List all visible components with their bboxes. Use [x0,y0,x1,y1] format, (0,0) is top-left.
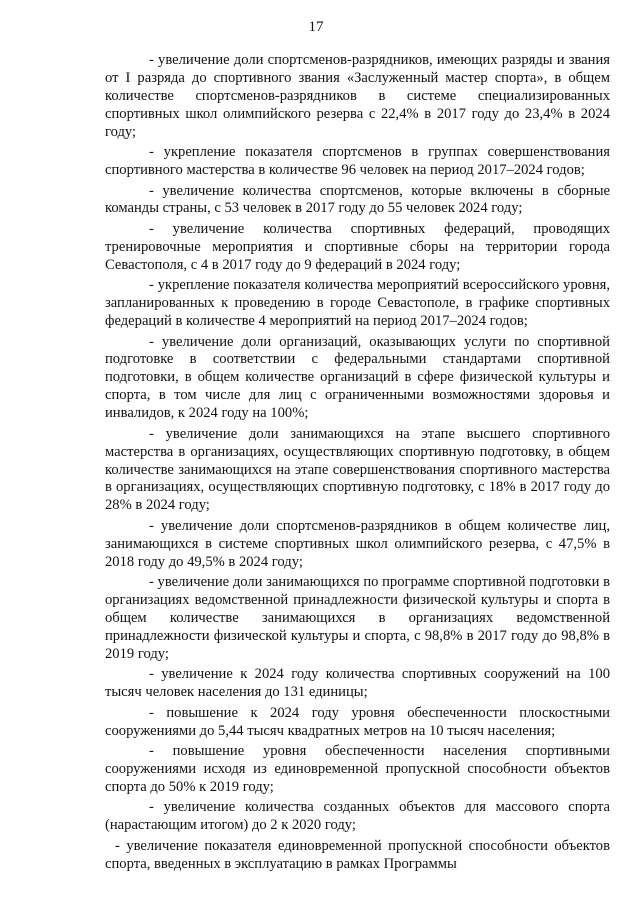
paragraph-higher-mastery: - увеличение доли занимающихся на этапе высшего спортивного мастерства в организациях, осуществляющих спортивную подготовку, в общем количестве занимающихся на этапе совершенствования спортивного мастерства в организациях, осуществляющих спортивную подготовку, с 18% в 2017 году до 28% в 2024 году; [105,425,610,514]
page-number: 17 [308,19,324,35]
paragraph-national-teams: - увеличение количества спортсменов, которые включены в сборные команды страны, с 53 человек в 2017 году до 55 человек 2024 году; [105,182,610,217]
paragraph-flat-structures: - повышение к 2024 году уровня обеспеченности плоскостными сооружениями до 5,44 тысяч квадратных метров на 10 тысяч населения; [105,704,610,739]
paragraph-sports-federations: - увеличение количества спортивных федераций, проводящих тренировочные мероприятия и спортивные сборы на территории города Севастополя, с 4 в 2017 году до 9 федераций в 2024 году; [105,220,610,273]
paragraph-program-objects: - увеличение показателя единовременной пропускной способности объектов спорта, введенных в эксплуатацию в рамках Программы [105,837,610,872]
paragraph-capacity-provision: - повышение уровня обеспеченности населения спортивными сооружениями исходя из единовременной пропускной способности объектов спорта до 50% к 2019 году; [105,743,610,795]
paragraph-olympic-reserve-schools: - увеличение доли спортсменов-разрядников в общем количестве лиц, занимающихся в системе спортивных школ олимпийского резерва, с 47,5% в 2018 году до 49,5% в 2024 году; [105,517,610,570]
paragraph-all-russian-events: - укрепление показателя количества мероприятий всероссийского уровня, запланированных к проведению в городе Севастополе, в графике спортивных федераций в количестве 4 мероприятий на период 2017–2024 годов; [105,277,610,330]
paragraph-departmental-organizations: - увеличение доли занимающихся по программе спортивной подготовки в организациях ведомственной принадлежности физической культуры и спорта в общем количестве занимающихся в организациях ведомственной принадлежности физической культуры и спорта, с 98,8% в 2017 году до 98,8% в 2019 году; [105,574,610,662]
paragraph-sports-facilities: - увеличение к 2024 году количества спортивных сооружений на 100 тысяч человек населения до 131 единицы; [105,666,610,701]
paragraph-federal-standards: - увеличение доли организаций, оказывающих услуги по спортивной подготовке в соответствии с федеральными стандартами спортивной подготовки, в общем количестве организаций в сфере физической культуры и спорта, в том числе для лиц с ограниченными возможностями здоровья и инвалидов, к 2024 году на 100%; [105,333,610,422]
paragraph-improvement-groups: - укрепление показателя спортсменов в группах совершенствования спортивного мастерства в количестве 96 человек на период 2017–2024 годов; [105,144,610,179]
document-body [105,52,610,876]
paragraph-mass-sport-objects: - увеличение количества созданных объектов для массового спорта (нарастающим итогом) до 2 к 2020 году; [105,799,610,834]
paragraph-athletes-ranks-share: - увеличение доли спортсменов-разрядников, имеющих разряды и звания от I разряда до спортивного звания «Заслуженный мастер спорта», в общем количестве спортсменов-разрядников в системе специализированных спортивных школ олимпийского резерва с 22,4% в 2017 году до 23,4% в 2024 году; [105,52,610,140]
